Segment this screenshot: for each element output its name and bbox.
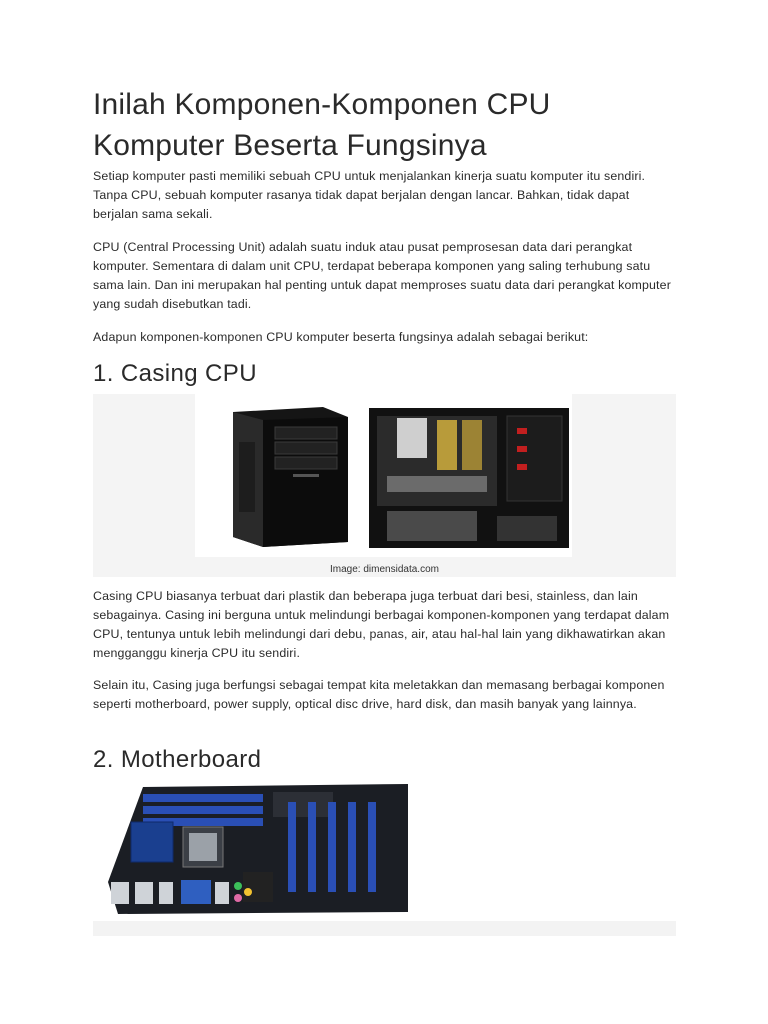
intro-paragraph-1: Setiap komputer pasti memiliki sebuah CPU untuk menjalankan kinerja suatu komputer itu sendiri. Tanpa CPU, sebuah komputer rasanya tidak dapat berjalan dengan lancar. Bahkan, tidak dapat berjalan sama sekali.: [93, 169, 646, 221]
pc-case-closed-image: [203, 402, 353, 552]
article: [93, 84, 676, 387]
casing-paragraph-2: Selain itu, Casing juga berfungsi sebagai tempat kita meletakkan dan memasang berbagai komponen seperti motherboard, power supply, optical disc drive, hard disk, dan masih banyak yang lainnya.: [93, 678, 665, 711]
title-line-2: Komputer Beserta Fungsinya: [93, 129, 487, 162]
article-title: [93, 84, 676, 166]
motherboard-image: [103, 782, 413, 917]
casing-image-frame: [195, 394, 572, 557]
intro-paragraph-2: CPU (Central Processing Unit) adalah suatu induk atau pusat pemprosesan data dari perangkat komputer. Sementara di dalam unit CPU, terdapat beberapa komponen yang saling terhubung satu sama lain. Dan ini merupakan hal penting untuk dapat memproses suatu data dari perangkat komputer yang sudah disebutkan tadi.: [93, 240, 671, 311]
casing-image-caption: Image: dimensidata.com: [330, 564, 439, 575]
casing-paragraph-1: Casing CPU biasanya terbuat dari plastik dan beberapa juga terbuat dari besi, stainless, dan lain sebagainya. Casing ini berguna untuk melindungi berbagai komponen-komponen yang terdapat dalam CPU, tentunya untuk lebih melindungi dari debu, panas, air, atau hal-hal lain yang dikhawatirkan akan mengganggu kinerja CPU itu sendiri.: [93, 589, 670, 660]
figure-bottom-strip: [93, 921, 676, 936]
section-heading-motherboard: 2. Motherboard: [93, 746, 262, 773]
title-line-1: Inilah Komponen-Komponen CPU: [93, 88, 551, 121]
intro-paragraph-3: Adapun komponen-komponen CPU komputer beserta fungsinya adalah sebagai berikut:: [93, 330, 589, 344]
pc-case-open-image: [367, 406, 572, 551]
casing-figure: [93, 394, 676, 577]
motherboard-figure: [93, 778, 676, 936]
section-heading-casing: 1. Casing CPU: [93, 360, 257, 387]
